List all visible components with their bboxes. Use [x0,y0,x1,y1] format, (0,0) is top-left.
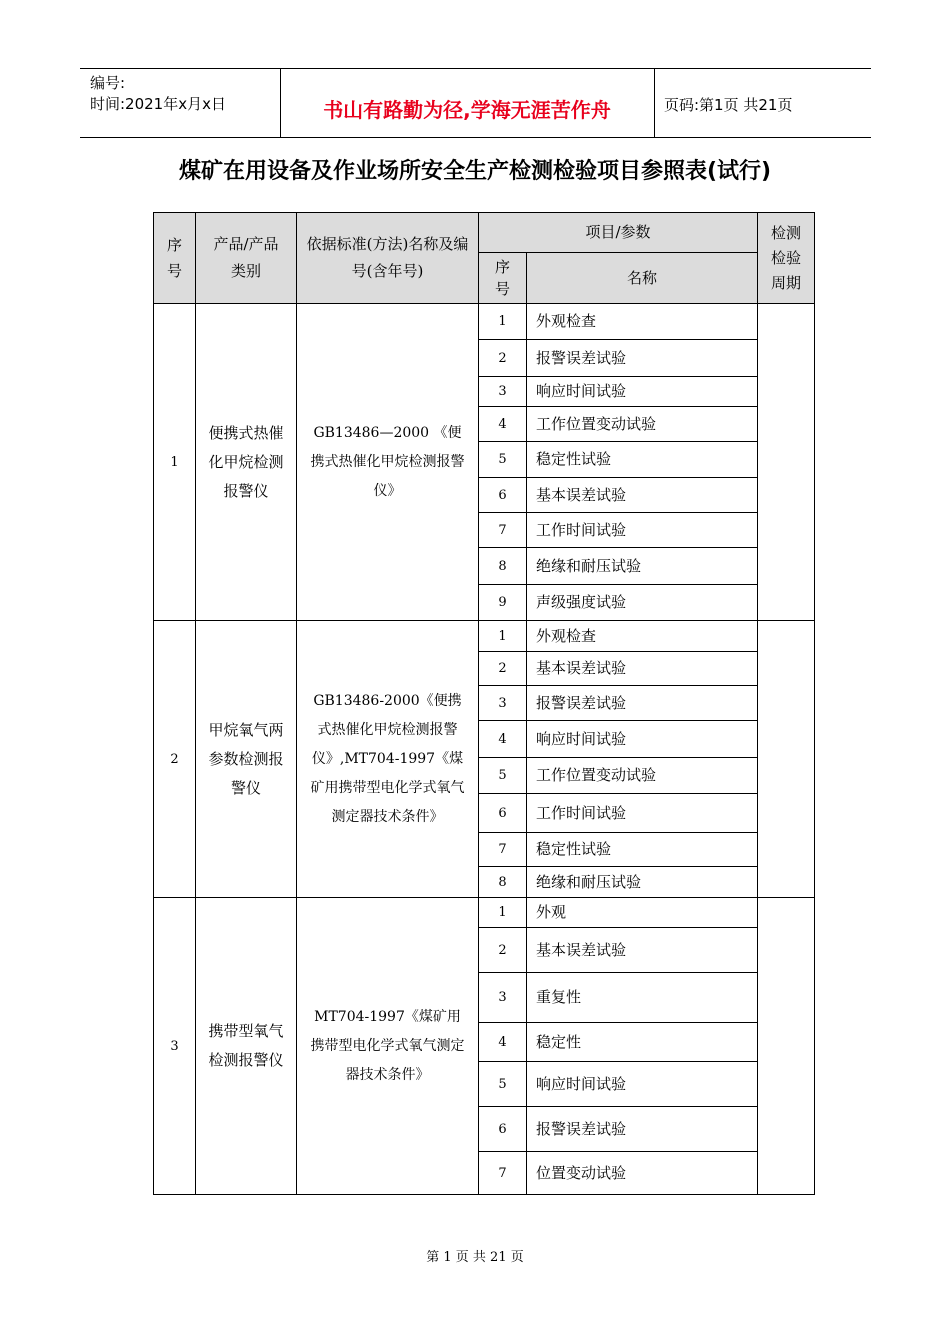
item-seq: 5 [479,758,527,794]
column-header-item-seq [479,253,527,304]
item-seq: 1 [479,621,527,652]
item-name: 重复性 [527,973,758,1023]
column-header-standard-text: 依据标准(方法)名称及编号(含年号) [306,235,469,280]
group-seq: 1 [154,304,196,621]
group-product-cell [196,898,297,1195]
group-standard: MT704-1997《煤矿用携带型电化学式氧气测定器技术条件》 [310,1008,465,1083]
item-name: 基本误差试验 [527,928,758,973]
group-standard-cell [297,898,479,1195]
item-name: 报警误差试验 [527,340,758,377]
document-date-label: 时间:2021年x月x日 [90,95,226,113]
group-standard: GB13486—2000 《便携式热催化甲烷检测报警仪》 [310,424,465,499]
table-row [154,898,815,928]
item-name: 稳定性试验 [527,442,758,478]
page-footer: 第 1 页 共 21 页 [426,1250,524,1265]
group-product-cell [196,304,297,621]
item-seq: 3 [479,973,527,1023]
table-row [154,621,815,652]
column-header-seq [154,213,196,304]
group-seq: 2 [154,621,196,898]
group-standard-cell [297,621,479,898]
group-period [758,621,815,898]
inspection-table [153,212,815,1195]
item-seq: 1 [479,898,527,928]
header-page-info: 页码:第1页 共21页 [664,96,793,114]
group-standard-cell [297,304,479,621]
column-header-item-seq-text: 序号 [494,258,510,298]
item-name: 绝缘和耐压试验 [527,867,758,898]
item-name: 声级强度试验 [527,585,758,621]
item-name: 响应时间试验 [527,1062,758,1107]
header-divider [654,69,655,137]
item-seq: 6 [479,794,527,833]
item-seq: 5 [479,1062,527,1107]
table-row [154,304,815,340]
item-seq: 6 [479,1107,527,1152]
item-seq: 2 [479,928,527,973]
item-seq: 2 [479,652,527,686]
group-product: 便携式热催化甲烷检测报警仪 [208,423,284,500]
column-header-product-text: 产品/产品类别 [213,235,279,280]
item-seq: 6 [479,478,527,513]
item-name: 外观检查 [527,304,758,340]
item-name: 外观 [527,898,758,928]
item-seq: 7 [479,833,527,867]
item-seq: 5 [479,442,527,478]
item-seq: 7 [479,513,527,548]
item-seq: 4 [479,1023,527,1062]
group-standard: GB13486-2000《便携式热催化甲烷检测报警仪》,MT704-1997《煤矿用携带型电化学式氧气测定器技术条件》 [310,692,465,825]
page-header [80,68,871,138]
item-seq: 4 [479,407,527,442]
item-name: 绝缘和耐压试验 [527,548,758,585]
item-name: 稳定性试验 [527,833,758,867]
item-seq: 8 [479,867,527,898]
item-seq: 3 [479,377,527,407]
item-name: 工作位置变动试验 [527,758,758,794]
column-header-standard [297,213,479,304]
group-product: 甲烷氧气两参数检测报警仪 [208,720,284,797]
item-seq: 7 [479,1152,527,1195]
item-name: 基本误差试验 [527,478,758,513]
item-name: 工作时间试验 [527,513,758,548]
group-period [758,304,815,621]
item-name: 位置变动试验 [527,1152,758,1195]
column-header-seq-text: 序号 [166,236,182,280]
column-header-items: 项目/参数 [479,213,758,253]
item-seq: 2 [479,340,527,377]
item-name: 工作位置变动试验 [527,407,758,442]
item-name: 稳定性 [527,1023,758,1062]
group-product: 携带型氧气检测报警仪 [208,1022,284,1069]
column-header-period [758,213,815,304]
header-motto: 书山有路勤为径,学海无涯苦作舟 [323,98,611,122]
group-seq: 3 [154,898,196,1195]
item-seq: 3 [479,686,527,721]
item-name: 报警误差试验 [527,1107,758,1152]
item-seq: 1 [479,304,527,340]
item-name: 报警误差试验 [527,686,758,721]
column-header-period-text: 检测检验周期 [770,223,801,292]
item-seq: 4 [479,721,527,758]
item-name: 响应时间试验 [527,721,758,758]
document-title: 煤矿在用设备及作业场所安全生产检测检验项目参照表(试行) [178,159,772,184]
item-seq: 9 [479,585,527,621]
column-header-product [196,213,297,304]
group-product-cell [196,621,297,898]
group-period [758,898,815,1195]
item-name: 工作时间试验 [527,794,758,833]
item-name: 响应时间试验 [527,377,758,407]
item-seq: 8 [479,548,527,585]
item-name: 外观检查 [527,621,758,652]
document-code-label: 编号: [90,74,126,92]
item-name: 基本误差试验 [527,652,758,686]
column-header-item-name: 名称 [527,253,758,304]
